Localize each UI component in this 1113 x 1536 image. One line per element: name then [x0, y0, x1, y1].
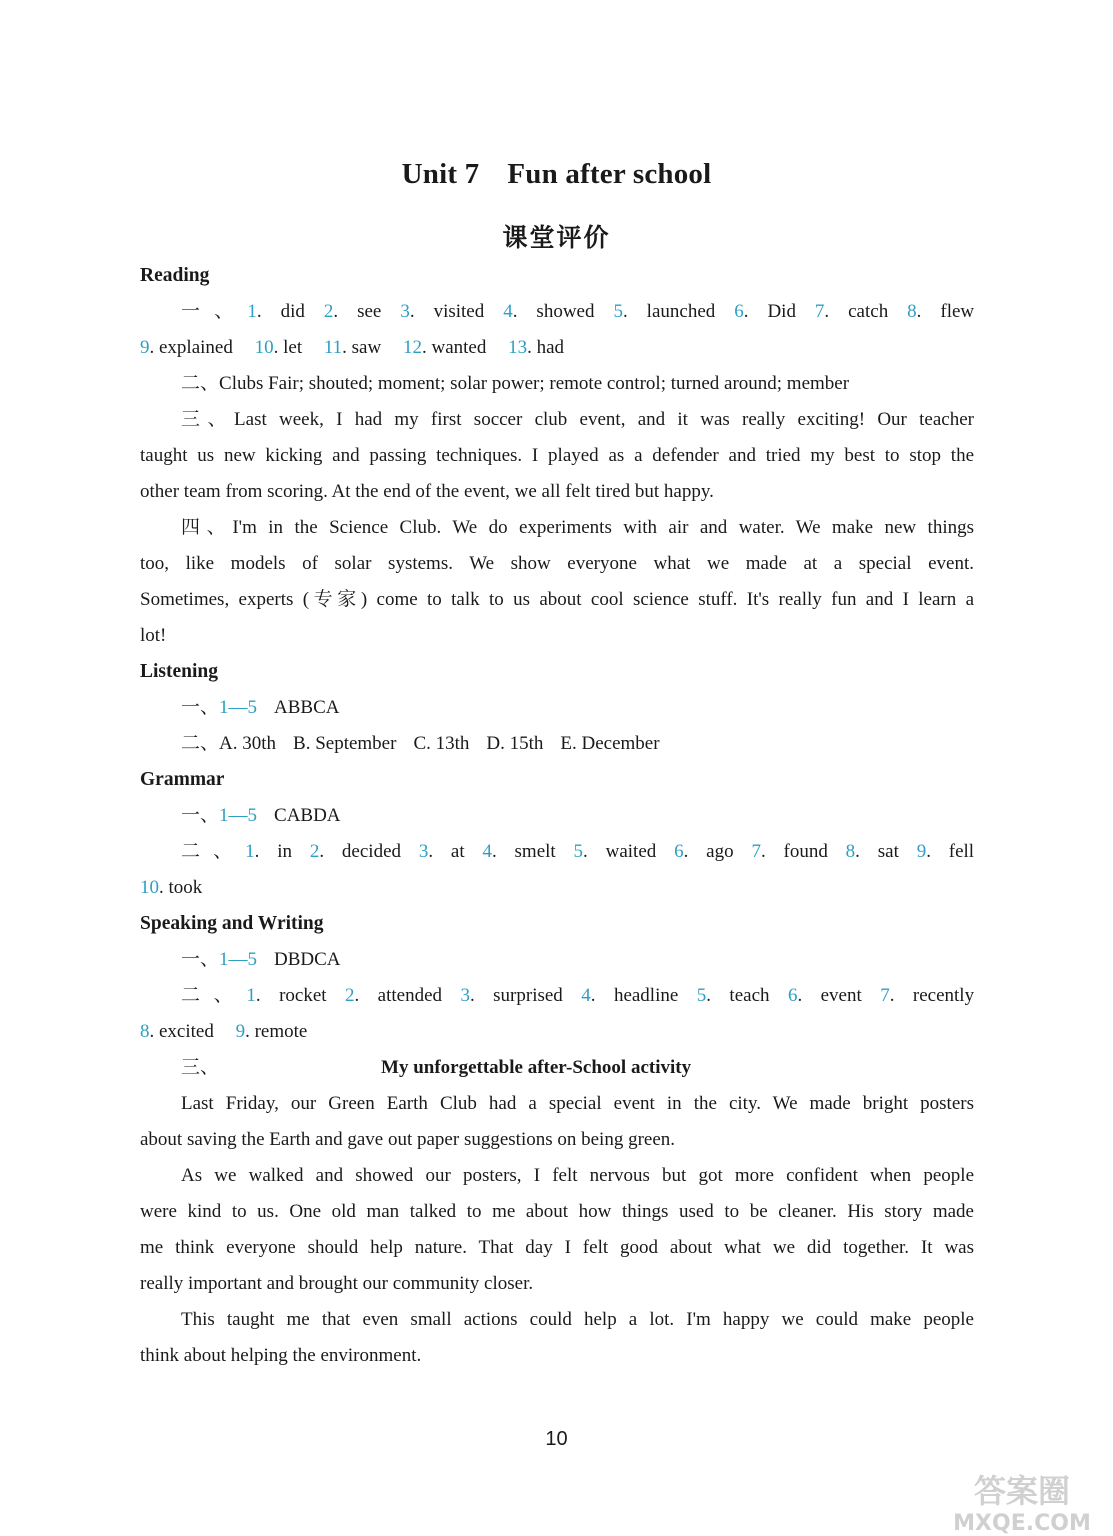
unit-name: Fun after school: [507, 158, 712, 190]
reading-q4-line-3: Sometimes, experts (专家) come to talk to us about cool science stuff. It's really fun and I learn a: [140, 589, 974, 610]
speaking-writing-q2-line-2: 8. excited 9. remote: [140, 1021, 308, 1042]
reading-q3-line-2: taught us new kicking and passing techniques. I played as a defender and tried my best to stop the: [140, 445, 974, 466]
essay-p1-line-2: about saving the Earth and gave out paper suggestions on being green.: [140, 1129, 676, 1150]
reading-heading: Reading: [140, 265, 210, 286]
speaking-writing-q3-header: 三、 My unforgettable after-School activity: [140, 1050, 974, 1086]
unit-number: Unit 7: [401, 158, 480, 190]
reading-q3-line-1: 三、Last week, I had my first soccer club event, and it was really exciting! Our teacher: [181, 409, 974, 430]
grammar-q1: 一、1—5 CABDA: [181, 805, 341, 826]
reading-q4-line-1: 四、I'm in the Science Club. We do experiments with air and water. We make new things: [181, 517, 974, 538]
essay-p2-line-2: were kind to us. One old man talked to me about how things used to be cleaner. His story made: [140, 1201, 974, 1222]
reading-q4-line-2: too, like models of solar systems. We show everyone what we made at a special event.: [140, 553, 974, 574]
essay-p2-line-4: really important and brought our community closer.: [140, 1273, 534, 1294]
watermark-logo: [930, 1468, 1110, 1534]
reading-q4-line-4: lot!: [140, 625, 167, 646]
essay-p2-line-3: me think everyone should help nature. That day I felt good about what we did together. It was: [140, 1237, 974, 1258]
essay-title: My unforgettable after-School activity: [381, 1057, 692, 1078]
reading-q3-line-3: other team from scoring. At the end of the event, we all felt tired but happy.: [140, 481, 714, 502]
grammar-q2-line-1: 二、1. in 2. decided 3. at 4. smelt 5. waited 6. ago 7. found 8. sat 9. fell: [181, 841, 974, 862]
essay-p1-line-1: Last Friday, our Green Earth Club had a special event in the city. We made bright posters: [181, 1093, 974, 1114]
grammar-heading: Grammar: [140, 769, 225, 790]
speaking-writing-heading: Speaking and Writing: [140, 913, 324, 934]
essay-p3-line-1: This taught me that even small actions could help a lot. I'm happy we could make people: [181, 1309, 974, 1330]
listening-heading: Listening: [140, 661, 219, 682]
reading-q1-line-2: 9. explained 10. let 11. saw 12. wanted 13. had: [140, 337, 565, 358]
svg-text:答案圈: 答案圈: [973, 1472, 1071, 1510]
listening-q1: 一、1—5 ABBCA: [181, 697, 340, 718]
section-subtitle: 课堂评价: [502, 225, 611, 252]
page-number: 10: [545, 1428, 568, 1450]
listening-q2: 二、A. 30th B. September C. 13th D. 15th E. December: [181, 733, 660, 754]
page-title: [0, 158, 1113, 191]
grammar-q2-line-2: 10. took: [140, 877, 203, 898]
answer-content: [140, 258, 974, 1374]
speaking-writing-q1: 一、1—5 DBDCA: [181, 949, 341, 970]
essay-p2-line-1: As we walked and showed our posters, I felt nervous but got more confident when people: [181, 1165, 974, 1186]
essay-p3-line-2: think about helping the environment.: [140, 1345, 422, 1366]
speaking-writing-q2-line-1: 二、1. rocket 2. attended 3. surprised 4. headline 5. teach 6. event 7. recently: [181, 985, 974, 1006]
reading-q2: 二、Clubs Fair; shouted; moment; solar power; remote control; turned around; member: [181, 373, 850, 394]
reading-q1-line-1: 一、1. did 2. see 3. visited 4. showed 5. launched 6. Did 7. catch 8. flew: [181, 301, 974, 322]
svg-text:MXQE.COM: MXQE.COM: [953, 1511, 1091, 1534]
